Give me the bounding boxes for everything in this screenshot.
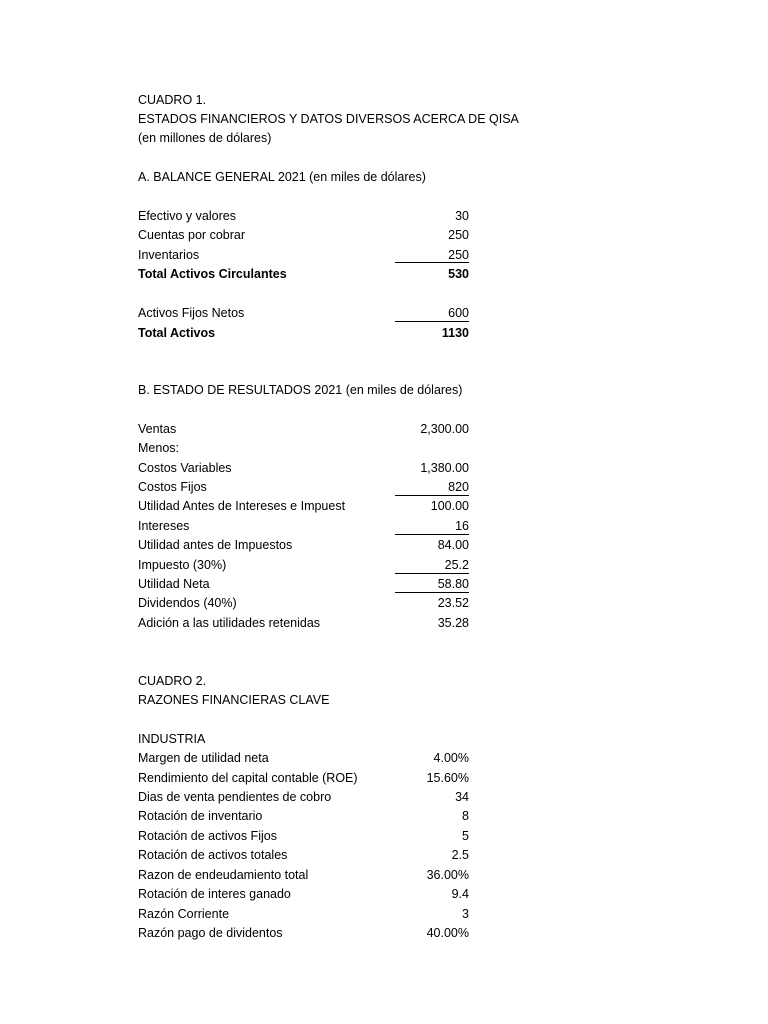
- ratio-row: [138, 828, 469, 847]
- income-row-label: Dividendos (40%): [138, 596, 237, 610]
- balance-row: [138, 208, 469, 227]
- income-row-value: 84.00: [437, 538, 469, 552]
- cuadro2-title-line1: CUADRO 2.: [138, 674, 207, 688]
- income-row-label: Utilidad Antes de Intereses e Impuest: [138, 499, 346, 513]
- ratio-row: [138, 847, 469, 866]
- ratio-row: [138, 886, 469, 905]
- ratio-row-value: 2.5: [451, 848, 469, 862]
- income-row-label: Costos Variables: [138, 461, 232, 475]
- income-row-label: Impuesto (30%): [138, 558, 227, 572]
- cuadro2-title-line2: RAZONES FINANCIERAS CLAVE: [138, 693, 330, 707]
- balance-row-total: [138, 266, 469, 285]
- balance-row-label: Total Activos: [138, 326, 216, 340]
- ratio-row-value: 34: [455, 790, 469, 804]
- income-row-label: Ventas: [138, 422, 177, 436]
- ratio-row: [138, 808, 469, 827]
- doc-title-line3: (en millones de dólares): [138, 131, 272, 145]
- balance-row-label: Total Activos Circulantes: [138, 267, 287, 281]
- income-row: [138, 440, 469, 459]
- income-row-label: Menos:: [138, 441, 179, 455]
- ratio-row-label: Rotación de interes ganado: [138, 887, 291, 901]
- balance-row-value: 530: [448, 267, 469, 281]
- subtotal-rule: [395, 592, 469, 593]
- income-row-value: 23.52: [437, 596, 469, 610]
- balance-title: A. BALANCE GENERAL 2021 (en miles de dólares): [138, 170, 426, 184]
- income-row-value: 2,300.00: [420, 422, 469, 436]
- income-row-label: Adición a las utilidades retenidas: [138, 616, 321, 630]
- ratio-row: [138, 750, 469, 769]
- income-row-value: 58.80: [437, 577, 469, 591]
- subtotal-rule: [395, 321, 469, 322]
- balance-row-value: 1130: [441, 326, 469, 340]
- income-title: B. ESTADO DE RESULTADOS 2021 (en miles de dólares): [138, 383, 463, 397]
- balance-row-value: 30: [455, 209, 469, 223]
- subtotal-rule: [395, 534, 469, 535]
- ratio-row-label: Razón pago de dividentos: [138, 926, 283, 940]
- ratio-row-label: Razón Corriente: [138, 907, 230, 921]
- ratio-row-label: Margen de utilidad neta: [138, 751, 269, 765]
- ratio-row: [138, 770, 469, 789]
- subtotal-rule: [395, 573, 469, 574]
- doc-title-line2: ESTADOS FINANCIEROS Y DATOS DIVERSOS ACERCA DE QISA: [138, 112, 519, 126]
- ratio-row-label: Rotación de inventario: [138, 809, 263, 823]
- income-row-value: 820: [448, 480, 469, 494]
- income-row: [138, 421, 469, 440]
- balance-row: [138, 227, 469, 246]
- income-row: [138, 595, 469, 614]
- income-row-value: 35.28: [437, 616, 469, 630]
- ratio-row-label: Rendimiento del capital contable (ROE): [138, 771, 358, 785]
- ratio-row: [138, 789, 469, 808]
- balance-row: [138, 247, 469, 266]
- ratio-row-label: Dias de venta pendientes de cobro: [138, 790, 332, 804]
- subtotal-rule: [395, 262, 469, 263]
- income-row-value: 100.00: [430, 499, 469, 513]
- balance-row-value: 250: [448, 228, 469, 242]
- ratio-row-label: Rotación de activos Fijos: [138, 829, 277, 843]
- income-row: [138, 460, 469, 479]
- ratio-row-value: 4.00%: [433, 751, 469, 765]
- income-row: [138, 537, 469, 556]
- ratio-row-label: Razon de endeudamiento total: [138, 868, 309, 882]
- income-row-value: 25.2: [444, 558, 469, 572]
- income-row-label: Intereses: [138, 519, 190, 533]
- balance-row-value: 250: [448, 248, 469, 262]
- ratio-row: [138, 925, 469, 944]
- balance-row-label: Inventarios: [138, 248, 200, 262]
- income-row-label: Utilidad antes de Impuestos: [138, 538, 293, 552]
- income-row-value: 16: [455, 519, 469, 533]
- income-row: [138, 615, 469, 634]
- ratio-row-value: 8: [462, 809, 469, 823]
- balance-row-total: [138, 325, 469, 344]
- ratio-row-value: 9.4: [451, 887, 469, 901]
- income-row-label: Utilidad Neta: [138, 577, 210, 591]
- income-row-label: Costos Fijos: [138, 480, 207, 494]
- doc-title-line1: CUADRO 1.: [138, 93, 207, 107]
- balance-row-label: Cuentas por cobrar: [138, 228, 246, 242]
- industria-heading: INDUSTRIA: [138, 732, 206, 746]
- ratio-row-value: 5: [462, 829, 469, 843]
- income-row: [138, 498, 469, 517]
- ratio-row-value: 3: [462, 907, 469, 921]
- ratio-row-value: 15.60%: [426, 771, 469, 785]
- income-row-value: 1,380.00: [420, 461, 469, 475]
- balance-row-label: Efectivo y valores: [138, 209, 236, 223]
- ratio-row: [138, 906, 469, 925]
- subtotal-rule: [395, 495, 469, 496]
- ratio-row-value: 36.00%: [426, 868, 469, 882]
- ratio-row: [138, 867, 469, 886]
- balance-row-value: 600: [448, 306, 469, 320]
- balance-row-label: Activos Fijos Netos: [138, 306, 245, 320]
- ratio-row-value: 40.00%: [426, 926, 469, 940]
- ratio-row-label: Rotación de activos totales: [138, 848, 288, 862]
